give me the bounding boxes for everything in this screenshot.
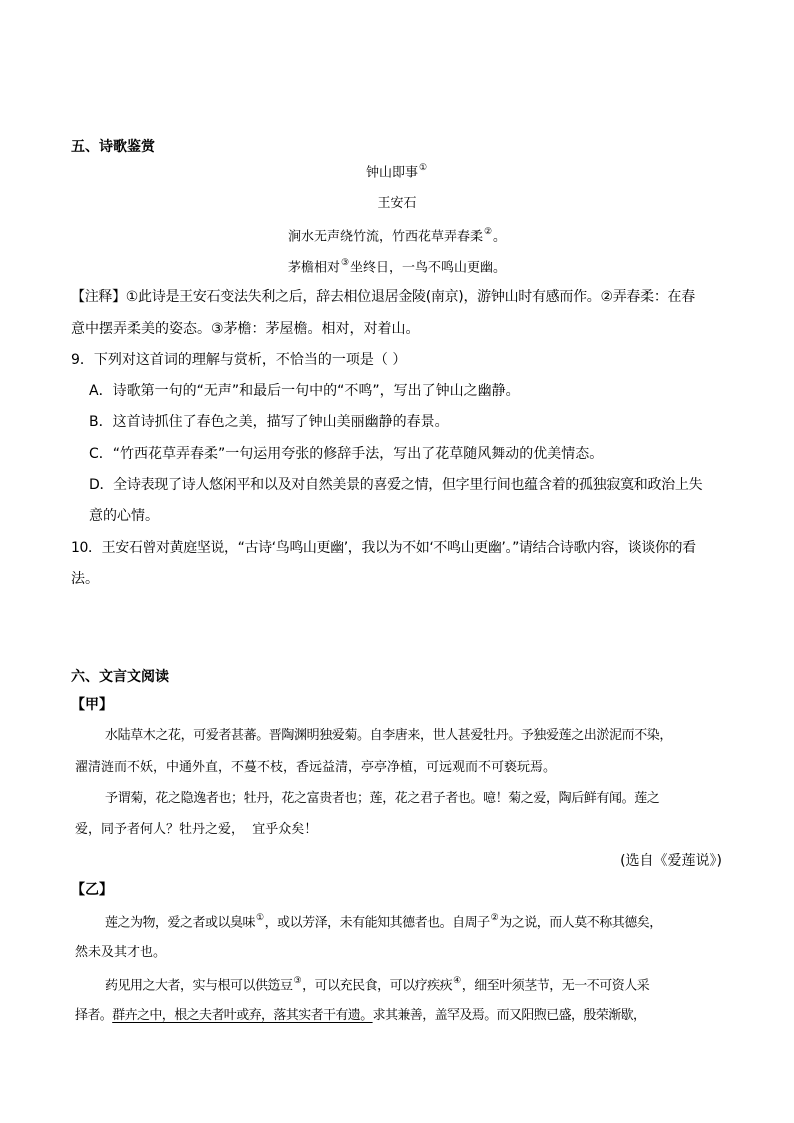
passage-yi-p2-line-1 — [105, 977, 649, 994]
poem-line-1 — [0, 228, 794, 245]
passage-yi-label: 【乙】 — [71, 882, 113, 898]
poem-title-footnote-mark: ① — [418, 163, 428, 173]
question-9-option-c: C．“竹西花草弄春柔”一句运用夸张的修辞手法，写出了花草随风舞动的优美情态。 — [89, 446, 604, 462]
passage-yi-p1-line-1-part-b: ，或以芳泽，未有能知其德者也。自周子 — [264, 915, 490, 931]
poem-title-text: 钟山即事 — [365, 165, 418, 181]
poem-line-1-text: 涧水无声绕竹流，竹西花草弄春柔 — [287, 229, 483, 245]
passage-yi-footnote-mark-4: ④ — [453, 976, 461, 986]
section-heading-classical: 六、文言文阅读 — [71, 669, 169, 685]
passage-yi-p2-line-2-part-a: 择者。 — [75, 1008, 113, 1023]
question-10-line-1: 10．王安石曾对黄庭坚说，“古诗‘鸟鸣山更幽’，我以为不如‘不鸣山更幽’。”请结合诗歌内容，谈谈你的看 — [71, 540, 696, 556]
poem-title — [0, 164, 794, 181]
passage-yi-p1-line-2: 然未及其才也。 — [75, 945, 167, 960]
passage-jia-p2-line-1: 予谓菊，花之隐逸者也；牡丹，花之富贵者也；莲，花之君子者也。噫！菊之爱，陶后鲜有闻。莲之 — [105, 791, 660, 806]
question-9-stem: 9．下列对这首词的理解与赏析，不恰当的一项是（ ） — [71, 352, 407, 368]
passage-yi-p1-line-1 — [105, 914, 662, 931]
passage-jia-p2-line-2: 爱，同予者何人？牡丹之爱， 宜乎众矣！ — [75, 822, 318, 837]
question-9-option-d-line-1: D．全诗表现了诗人悠闲平和以及对自然美景的喜爱之情，但字里行间也蕴含着的孤独寂寞和政治上失 — [89, 477, 703, 493]
passage-yi-p2-line-1-part-c: ，细至叶须茎节，无一不可资人采 — [461, 978, 650, 994]
question-9-option-d-line-2: 意的心情。 — [89, 508, 159, 524]
passage-yi-footnote-mark-3: ③ — [293, 976, 302, 986]
poem-line-1-footnote-mark: ② — [483, 227, 493, 237]
question-9-option-a: A．诗歌第一句的“无声”和最后一句中的“不鸣”，写出了钟山之幽静。 — [89, 383, 520, 399]
poem-annotation-line-2: 意中摆弄柔美的姿态。③茅檐：茅屋檐。相对，对着山。 — [71, 321, 420, 337]
passage-jia-p1-line-2: 濯清涟而不妖，中通外直，不蔓不枝，香远益清，亭亭净植，可远观而不可亵玩焉。 — [75, 760, 557, 775]
passage-yi-p2-line-1-part-b: ，可以充民食，可以疗疾疢 — [302, 978, 453, 994]
passage-yi-underlined-sentence: 群卉之中，根之夫者叶或弃，落其实者干有遗。 — [112, 1008, 373, 1023]
poem-line-2-end: 坐终日，一鸟不鸣山更幽。 — [350, 260, 507, 276]
question-10-line-2: 法。 — [71, 571, 99, 587]
passage-yi-footnote-mark-2: ② — [490, 913, 499, 923]
poem-annotation-line-1: 【注释】①此诗是王安石变法失利之后，辞去相位退居金陵(南京)，游钟山时有感而作。②弄春柔：在春 — [71, 289, 695, 305]
passage-yi-p2-line-1-part-a: 药见用之大者，实与根可以供笾豆 — [105, 978, 293, 994]
section-heading-poetry: 五、诗歌鉴赏 — [71, 139, 155, 155]
poem-author: 王安石 — [377, 196, 417, 211]
passage-jia-source: (选自《爱莲说》) — [620, 853, 722, 869]
question-9-option-b: B．这首诗抓住了春色之美，描写了钟山美丽幽静的春景。 — [89, 414, 449, 430]
poem-line-1-end: 。 — [493, 229, 507, 245]
passage-yi-footnote-mark-1: ① — [256, 913, 264, 923]
passage-yi-p2-line-2-part-b: 求其兼善，盖罕及焉。而又阳煦已盛，殷荣渐歇， — [372, 1008, 646, 1023]
passage-yi-p2-line-2 — [75, 1008, 645, 1024]
poem-line-2-start: 茅檐相对 — [287, 260, 340, 276]
passage-yi-p1-line-1-part-a: 莲之为物，爱之者或以臭味 — [105, 915, 256, 931]
passage-jia-label: 【甲】 — [71, 697, 113, 713]
poem-line-2 — [0, 259, 794, 276]
passage-yi-p1-line-1-part-c: 为之说，而人莫不称其德矣， — [499, 915, 662, 931]
passage-jia-p1-line-1: 水陆草木之花，可爱者甚蕃。晋陶渊明独爱菊。自李唐来，世人甚爱牡丹。予独爱莲之出淤泥而不染， — [105, 728, 673, 743]
poem-line-2-footnote-mark: ③ — [340, 258, 350, 268]
